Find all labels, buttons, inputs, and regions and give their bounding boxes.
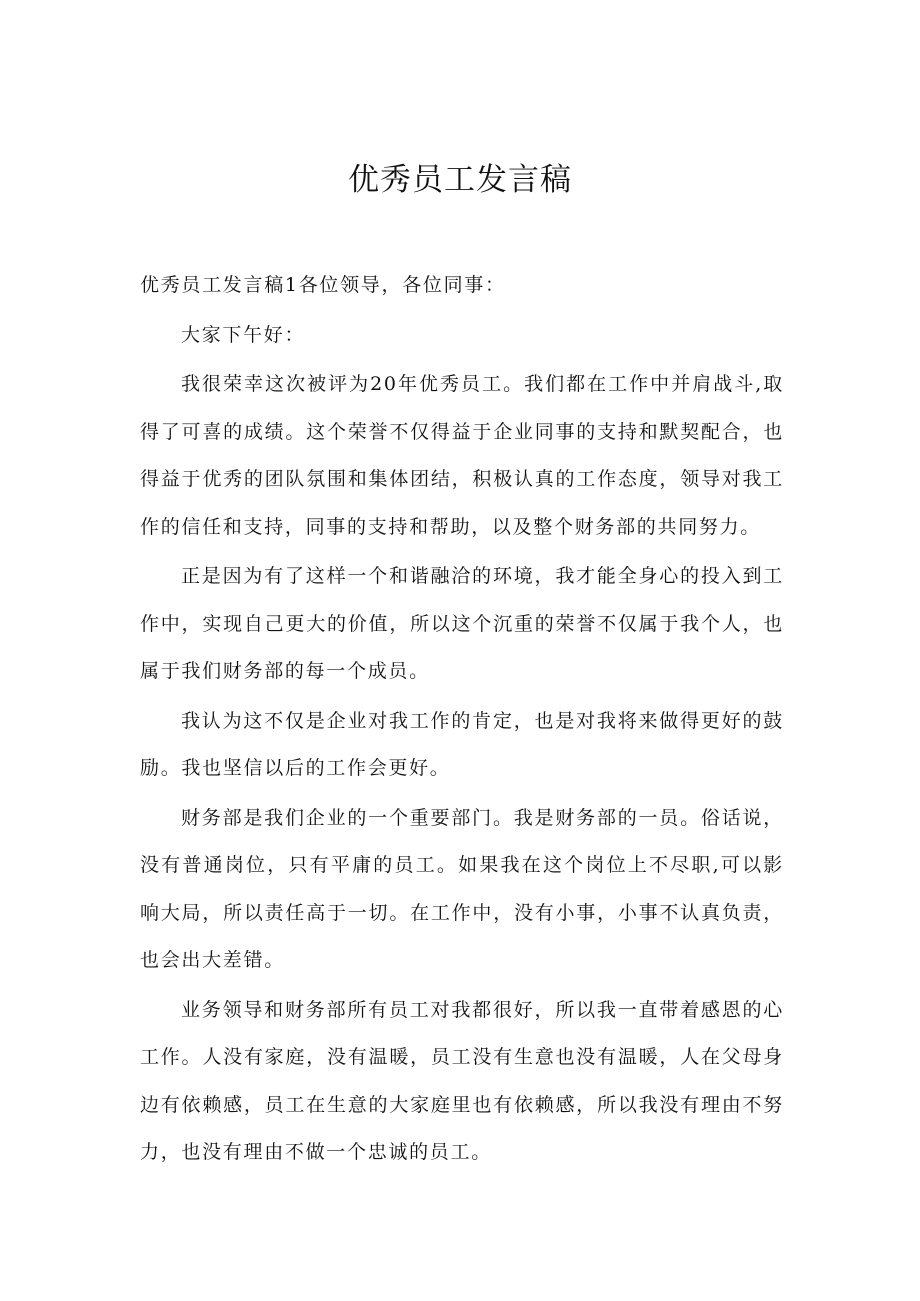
body-paragraph: 我认为这不仅是企业对我工作的肯定，也是对我将来做得更好的鼓励。我也坚信以后的工作会更好。 <box>140 709 784 779</box>
body-paragraph: 财务部是我们企业的一个重要部门。我是财务部的一员。俗话说，没有普通岗位，只有平庸的员工。如果我在这个岗位上不尽职,可以影响大局，所以责任高于一切。在工作中，没有小事，小事不认真负责，也会出大差错。 <box>140 806 784 971</box>
body-paragraph: 正是因为有了这样一个和谐融洽的环境，我才能全身心的投入到工作中，实现自己更大的价值，所以这个沉重的荣誉不仅属于我个人，也属于我们财务部的每一个成员。 <box>140 565 784 682</box>
body-paragraph: 我很荣幸这次被评为20年优秀员工。我们都在工作中并肩战斗,取得了可喜的成绩。这个荣誉不仅得益于企业同事的支持和默契配合，也得益于优秀的团队氛围和集体团结，积极认真的工作态度，领导对我工作的信任和支持，同事的支持和帮助，以及整个财务部的共同努力。 <box>140 373 784 538</box>
salutation-paragraph: 优秀员工发言稿1各位领导，各位同事： <box>140 274 506 296</box>
body-paragraph: 业务领导和财务部所有员工对我都很好，所以我一直带着感恩的心工作。人没有家庭，没有温暖，员工没有生意也没有温暖，人在父母身边有依赖感，员工在生意的大家庭里也有依赖感，所以我没有理由不努力，也没有理由不做一个忠诚的员工。 <box>140 998 784 1163</box>
greeting-paragraph: 大家下午好： <box>181 323 306 346</box>
document-title: 优秀员工发言稿 <box>348 162 572 198</box>
document-body <box>140 262 784 1179</box>
